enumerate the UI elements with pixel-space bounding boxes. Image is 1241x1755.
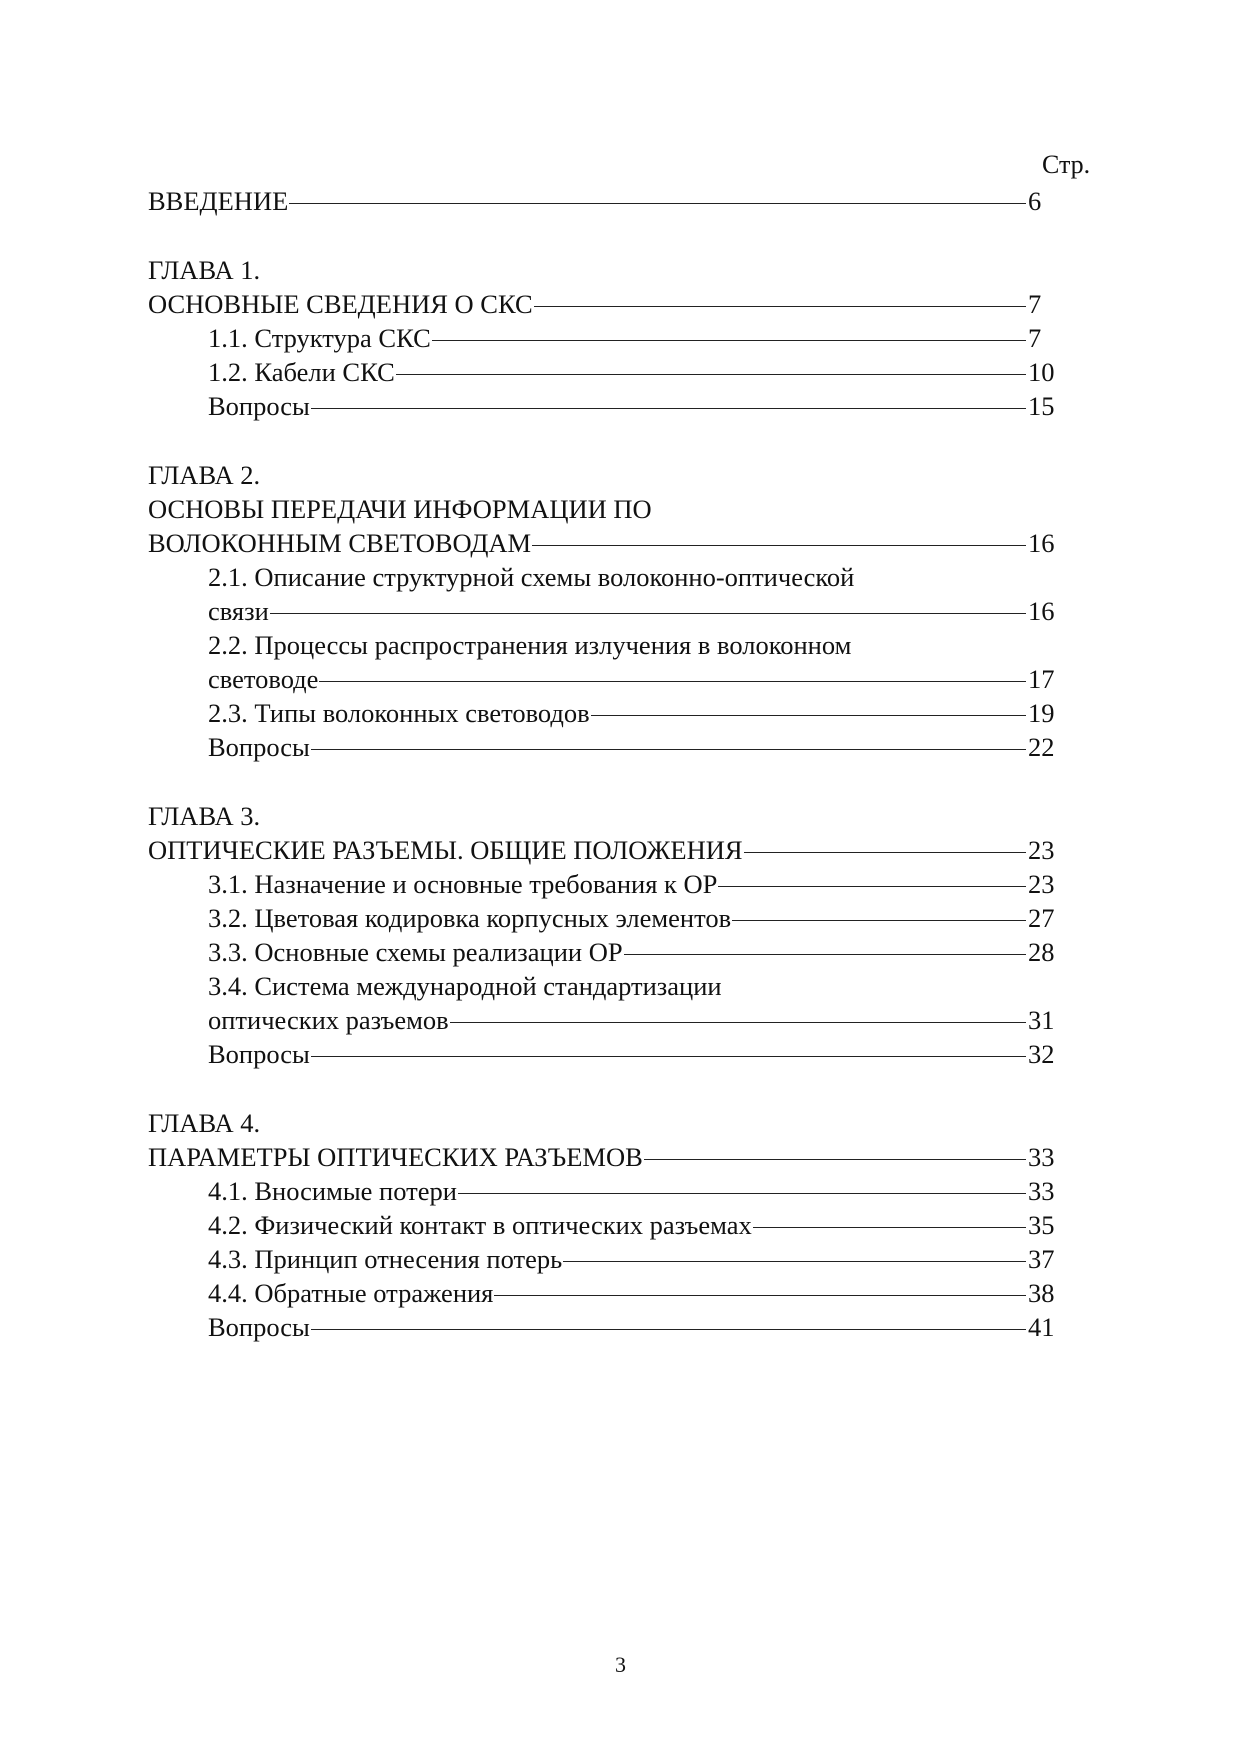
toc-entry-page: 22 [1028,732,1055,762]
toc-entry-section[interactable] [208,321,1068,355]
toc-entry-page: 17 [1028,664,1055,694]
toc-leader-line [270,613,1026,614]
toc-entry-page: 38 [1028,1278,1055,1308]
toc-entry-section[interactable] [208,1276,1068,1310]
section-title-line: 2.1. Описание структурной схемы волоконно-оптической [208,562,855,592]
toc-chapters [148,253,1068,1344]
toc-entry-page: 23 [1028,869,1055,899]
toc-entry-page: 31 [1028,1005,1055,1035]
toc-entry-title: ПАРАМЕТРЫ ОПТИЧЕСКИХ РАЗЪЕМОВ [148,1142,643,1172]
chapter-label: ГЛАВА 2. [148,460,261,490]
toc-entry-section[interactable] [208,1208,1068,1242]
toc-entry-page: 32 [1028,1039,1055,1069]
toc-entry-page: 16 [1028,596,1055,626]
toc-leader-line [289,203,1026,204]
toc-entry-title: 1.2. Кабели СКС [208,357,395,387]
toc-entry-title: 4.4. Обратные отражения [208,1278,494,1308]
chapter-label: ГЛАВА 3. [148,801,261,831]
toc-entry-page: 37 [1028,1244,1055,1274]
toc-entry-section[interactable] [208,935,1068,969]
toc-entry-chapter[interactable] [148,1140,1068,1174]
toc-leader-line [744,852,1026,853]
section-title-line: 2.2. Процессы распространения излучения в волоконном [208,630,852,660]
toc-entry-section[interactable] [208,662,1068,696]
toc-leader-line [563,1261,1026,1262]
toc-entry-section[interactable] [208,1174,1068,1208]
toc-entry-title: 3.2. Цветовая кодировка корпусных элементов [208,903,732,933]
chapter-label: ГЛАВА 4. [148,1108,261,1138]
toc-leader-line [319,681,1026,682]
toc-entry-section[interactable] [208,730,1068,764]
toc-entry-page: 23 [1028,835,1055,865]
toc-entry-title: 1.1. Структура СКС [208,323,431,353]
section-title-line: 3.4. Система международной стандартизации [208,971,722,1001]
chapter-label: ГЛАВА 1. [148,255,261,285]
toc-entry-page: 41 [1028,1312,1055,1342]
toc-chapter-block [148,799,1068,1071]
toc-entry-title: ОСНОВНЫЕ СВЕДЕНИЯ О СКС [148,289,533,319]
table-of-contents [148,184,1068,1379]
toc-intro-block [148,184,1068,218]
toc-leader-line [494,1295,1026,1296]
toc-entry-title: связи [208,596,269,626]
toc-entry-page: 16 [1028,528,1055,558]
toc-entry-page: 15 [1028,391,1055,421]
toc-entry-title: ВОЛОКОННЫМ СВЕТОВОДАМ [148,528,532,558]
toc-leader-line [432,340,1026,341]
toc-entry-chapter[interactable] [148,287,1068,321]
toc-entry-title: Вопросы [208,1312,310,1342]
toc-entry-page: 33 [1028,1142,1055,1172]
toc-entry-title: 3.1. Назначение и основные требования к ОР [208,869,718,899]
toc-leader-line [591,715,1026,716]
page-column-label: Стр. [1042,150,1091,179]
toc-entry-page: 6 [1028,186,1042,216]
toc-entry-title: 3.3. Основные схемы реализации ОР [208,937,623,967]
toc-entry-title: 2.3. Типы волоконных световодов [208,698,590,728]
toc-entry-intro[interactable] [148,184,1068,218]
toc-entry-title: ОПТИЧЕСКИЕ РАЗЪЕМЫ. ОБЩИЕ ПОЛОЖЕНИЯ [148,835,743,865]
toc-entry-title: световоде [208,664,319,694]
page-number: 3 [615,1652,626,1677]
toc-entry-section[interactable] [208,1037,1068,1071]
toc-leader-line [718,886,1026,887]
toc-entry-section[interactable] [208,389,1068,423]
toc-entry-title: Вопросы [208,391,310,421]
toc-leader-line [396,374,1026,375]
toc-entry-title: 4.3. Принцип отнесения потерь [208,1244,563,1274]
toc-entry-section[interactable] [208,901,1068,935]
toc-chapter-block [148,253,1068,423]
toc-leader-line [644,1159,1026,1160]
toc-chapter-block [148,458,1068,764]
toc-entry-chapter[interactable] [148,526,1068,560]
toc-chapter-block [148,1106,1068,1344]
toc-entry-section[interactable] [208,355,1068,389]
toc-entry-section[interactable] [208,696,1068,730]
toc-entry-page: 10 [1028,357,1055,387]
toc-entry-section[interactable] [208,1242,1068,1276]
toc-leader-line [532,545,1026,546]
toc-entry-title: ВВЕДЕНИЕ [148,186,289,216]
toc-leader-line [534,306,1026,307]
toc-leader-line [732,920,1026,921]
toc-entry-page: 28 [1028,937,1055,967]
chapter-title-line: ОСНОВЫ ПЕРЕДАЧИ ИНФОРМАЦИИ ПО [148,494,652,524]
toc-entry-section[interactable] [208,867,1068,901]
toc-entry-page: 33 [1028,1176,1055,1206]
toc-leader-line [311,1329,1026,1330]
toc-entry-title: оптических разъемов [208,1005,449,1035]
toc-entry-title: Вопросы [208,1039,310,1069]
toc-entry-title: 4.2. Физический контакт в оптических разъемах [208,1210,752,1240]
toc-entry-page: 35 [1028,1210,1055,1240]
toc-entry-section[interactable] [208,594,1068,628]
toc-entry-page: 19 [1028,698,1055,728]
toc-entry-title: Вопросы [208,732,310,762]
toc-leader-line [311,749,1026,750]
toc-entry-title: 4.1. Вносимые потери [208,1176,457,1206]
toc-entry-page: 27 [1028,903,1055,933]
toc-leader-line [624,954,1026,955]
toc-entry-page: 7 [1028,323,1042,353]
toc-leader-line [311,1056,1026,1057]
toc-entry-section[interactable] [208,1310,1068,1344]
toc-leader-line [458,1193,1026,1194]
toc-leader-line [450,1022,1026,1023]
toc-entry-page: 7 [1028,289,1042,319]
toc-entry-chapter[interactable] [148,833,1068,867]
toc-leader-line [753,1227,1026,1228]
toc-entry-section[interactable] [208,1003,1068,1037]
toc-leader-line [311,408,1026,409]
